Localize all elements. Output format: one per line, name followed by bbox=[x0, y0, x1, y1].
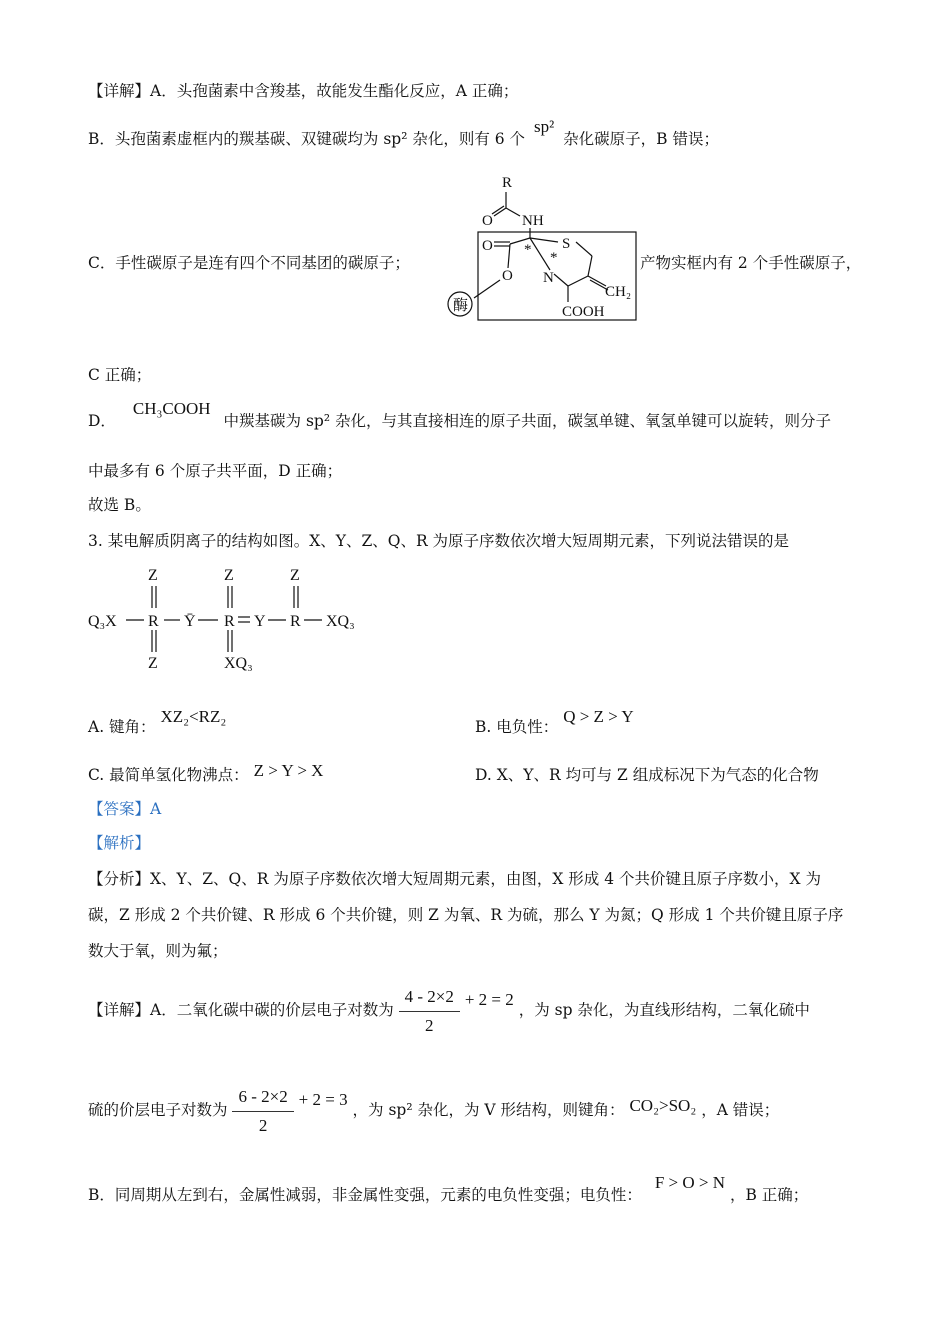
fraction-denominator: 2 bbox=[425, 1015, 434, 1035]
text-line: C 正确； bbox=[88, 366, 152, 384]
text-line: 碳，Z 形成 2 个共价键、R 形成 6 个共价键，则 Z 为氧、R 为硫，那么 Y 为氮；Q 形成 1 个共价键且原子序 bbox=[88, 906, 844, 924]
option-d: D. X、Y、R 均可与 Z 组成标况下为气态的化合物 bbox=[475, 766, 819, 784]
atom-label: * bbox=[524, 242, 532, 258]
atom-label: Z bbox=[148, 567, 158, 584]
formula-sp2: sp² bbox=[534, 117, 555, 136]
atom-label: S bbox=[562, 236, 571, 252]
atom-label: R bbox=[224, 613, 235, 630]
atom-label: COOH bbox=[562, 304, 605, 320]
text-line bbox=[88, 252, 410, 274]
anion-structure bbox=[86, 564, 376, 674]
atom-label: XQ₃ bbox=[326, 613, 355, 630]
text-segment: ，A 错误； bbox=[701, 1101, 780, 1119]
text-line: 数大于氧，则为氟； bbox=[88, 942, 228, 960]
formula-fon: F > O > N bbox=[654, 1173, 726, 1192]
text-segment: 硫的价层电子对数为 bbox=[88, 1101, 228, 1119]
text-segment: B．头孢菌素虚框内的羰基碳、双键碳均为 sp² 杂化，则有 6 个 bbox=[88, 130, 526, 148]
option-b bbox=[475, 707, 634, 738]
atom-label: Z bbox=[290, 567, 300, 584]
option-c-expr: Z > Y > X bbox=[253, 761, 324, 780]
text-segment: B．同周期从左到右，金属性减弱，非金属性变强，元素的电负性变强；电负性： bbox=[88, 1186, 642, 1204]
fraction-denominator: 2 bbox=[258, 1115, 268, 1135]
fraction-numerator: 6 - 2×2 bbox=[232, 1085, 293, 1112]
atom-label: Q₃X bbox=[88, 613, 117, 630]
fraction-co2 bbox=[399, 985, 460, 1038]
option-b-expr: Q > Z > Y bbox=[563, 707, 634, 726]
text-line: 故选 B。 bbox=[88, 496, 151, 514]
text-line bbox=[88, 117, 719, 150]
fraction-so2 bbox=[232, 1085, 293, 1138]
text-line: 产物实框内有 2 个手性碳原子， bbox=[640, 254, 862, 272]
text-line bbox=[88, 399, 831, 432]
text-segment: ，B 正确； bbox=[729, 1186, 809, 1204]
atom-label: R bbox=[290, 613, 301, 630]
atom-label: R bbox=[148, 613, 159, 630]
answer-label: 【答案】A bbox=[88, 800, 162, 818]
text-segment: 杂化碳原子，B 错误； bbox=[563, 130, 719, 148]
atom-label: O bbox=[502, 268, 513, 284]
fraction-tail: + 2 = 3 bbox=[298, 1090, 348, 1109]
text-line bbox=[88, 1173, 809, 1206]
option-label: A. 键角： bbox=[88, 718, 156, 736]
text-segment: 中羰基碳为 sp² 杂化，与其直接相连的原子共面，碳氢单键、氧氢单键可以旋转，则分子 bbox=[223, 412, 831, 430]
atom-label: Z bbox=[224, 567, 234, 584]
text-line bbox=[88, 980, 810, 1040]
text-segment: ，为 sp² 杂化，为 V 形结构，则键角： bbox=[352, 1101, 625, 1119]
option-a-expr: XZ₂<RZ₂ bbox=[160, 707, 227, 726]
option-a bbox=[88, 707, 227, 738]
atom-label: O bbox=[482, 213, 493, 229]
formula-ch3cooh: CH₃COOH bbox=[132, 399, 211, 418]
enzyme-product-structure bbox=[440, 170, 640, 330]
formula-co2-so2: CO₂>SO₂ bbox=[629, 1096, 697, 1115]
text-line bbox=[88, 1080, 779, 1140]
option-label: C. 最简单氢化物沸点： bbox=[88, 766, 249, 784]
text-segment: ，为 sp 杂化，为直线形结构，二氧化硫中 bbox=[518, 1001, 810, 1019]
atom-label: NH bbox=[522, 213, 544, 229]
atom-label: Y bbox=[254, 613, 266, 630]
analysis-label: 【解析】 bbox=[88, 834, 151, 852]
text-line: 【详解】A．头孢菌素中含羧基，故能发生酯化反应，A 正确； bbox=[88, 82, 519, 100]
question-3: 3. 某电解质阴离子的结构如图。X、Y、Z、Q、R 为原子序数依次增大短周期元素，下列说法错误的是 bbox=[88, 532, 790, 550]
text-segment: 【详解】A．二氧化碳中碳的价层电子对数为 bbox=[88, 1001, 394, 1019]
atom-label: R bbox=[502, 175, 513, 191]
atom-label: Z bbox=[148, 655, 158, 672]
text-line: 【分析】X、Y、Z、Q、R 为原子序数依次增大短周期元素，由图，X 形成 4 个共价键且原子序数小，X 为 bbox=[88, 870, 821, 888]
atom-label: Ȳ bbox=[184, 613, 196, 630]
text-segment: D． bbox=[88, 412, 116, 430]
atom-label: CH₂ bbox=[605, 284, 632, 300]
atom-label: O bbox=[482, 238, 493, 254]
atom-label: * bbox=[550, 250, 558, 266]
atom-label: 酶 bbox=[453, 298, 469, 314]
option-label: B. 电负性： bbox=[475, 718, 559, 736]
atom-label: N bbox=[543, 270, 554, 286]
option-c bbox=[88, 761, 324, 786]
fraction-numerator: 4 - 2×2 bbox=[399, 985, 460, 1012]
text-segment: C．手性碳原子是连有四个不同基团的碳原子； bbox=[88, 254, 410, 272]
fraction-tail: + 2 = 2 bbox=[464, 990, 514, 1009]
atom-label: XQ₃ bbox=[224, 655, 253, 672]
text-line: 中最多有 6 个原子共平面，D 正确； bbox=[88, 462, 343, 480]
